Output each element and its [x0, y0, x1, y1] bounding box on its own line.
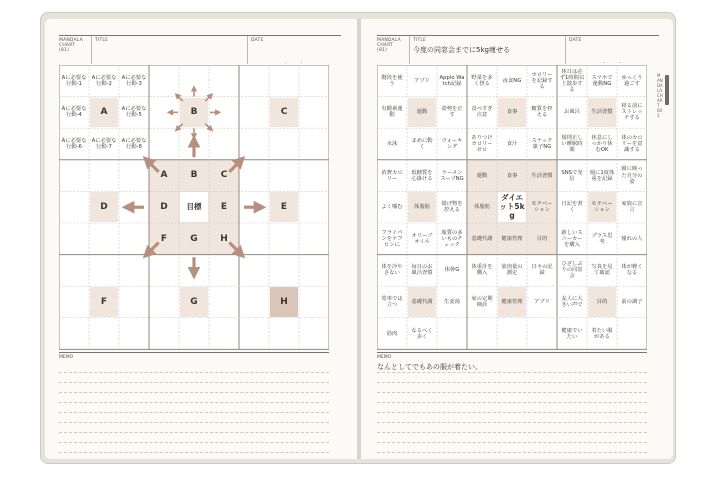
- grid-cell[interactable]: [240, 129, 268, 159]
- grid-cell[interactable]: Aに必要な行動-7: [91, 137, 117, 150]
- grid-cell[interactable]: 週に1度体重を記録: [589, 169, 615, 182]
- grid-cell[interactable]: 憧れの人: [621, 235, 643, 242]
- grid-cell[interactable]: [90, 319, 118, 349]
- grid-cell[interactable]: [528, 319, 556, 349]
- mandala-grid-left: [59, 65, 329, 350]
- memo-rule: [59, 432, 329, 433]
- grid-cell[interactable]: モチベーション: [531, 201, 553, 214]
- title-field[interactable]: 今度の同窓会までに5kg痩せる: [413, 46, 510, 54]
- grid-cell[interactable]: [210, 98, 238, 128]
- grid-cell[interactable]: C: [220, 170, 228, 181]
- grid-cell[interactable]: お風呂: [564, 109, 580, 116]
- grid-cell[interactable]: ラーメンスープNG: [440, 169, 464, 182]
- grid-cell[interactable]: ウォーキング: [441, 137, 463, 150]
- grid-cell[interactable]: 基礎代謝: [408, 287, 436, 317]
- memo-left: [59, 352, 329, 452]
- grid-cell[interactable]: 新しいスニーカーを購入: [561, 229, 583, 248]
- grid-cell[interactable]: [240, 256, 268, 286]
- title-caption: TITLE: [95, 38, 109, 43]
- grid-cell[interactable]: B: [180, 98, 208, 128]
- grid-cell[interactable]: まめに動く: [411, 137, 433, 150]
- memo-rule: [59, 442, 329, 443]
- grid-cell[interactable]: F: [90, 287, 118, 317]
- memo-rule: [377, 402, 647, 403]
- memo-rule: [377, 432, 647, 433]
- grid-cell[interactable]: 家族に宣言: [621, 201, 643, 214]
- grid-cell[interactable]: [300, 192, 328, 222]
- grid-cell[interactable]: [60, 161, 88, 191]
- memo-rule: [377, 442, 647, 443]
- grid-cell[interactable]: [468, 319, 496, 349]
- grid-cell[interactable]: 脂質の多いものチェック: [441, 229, 463, 248]
- grid-cell[interactable]: 食汁: [506, 140, 518, 147]
- grid-cell[interactable]: [60, 256, 88, 286]
- grid-cell[interactable]: 健康管理: [501, 235, 523, 242]
- grid-cell[interactable]: [438, 319, 466, 349]
- grid-cell[interactable]: A: [90, 98, 118, 128]
- grid-cell[interactable]: 消費カロリー: [381, 169, 403, 182]
- grid-cell[interactable]: 鏡に映った自分の姿: [621, 166, 643, 185]
- grid-cell[interactable]: D: [160, 202, 168, 213]
- grid-cell[interactable]: 水泳: [386, 140, 398, 147]
- grid-cell[interactable]: カロリーを記録する: [531, 71, 553, 90]
- grid-cell[interactable]: [300, 161, 328, 191]
- grid-cell[interactable]: 友人に大きい声で: [561, 295, 583, 308]
- grid-cell[interactable]: アプリ: [534, 298, 550, 305]
- grid-cell[interactable]: 健康管理: [498, 287, 526, 317]
- grid-cell[interactable]: 体を冷やさない: [381, 264, 403, 277]
- grid-cell[interactable]: D: [90, 192, 118, 222]
- memo-rule: [377, 372, 647, 373]
- memo-rule: [59, 372, 329, 373]
- grid-cell[interactable]: 野菜を多く摂る: [471, 74, 493, 87]
- grid-cell[interactable]: [300, 129, 328, 159]
- grid-cell[interactable]: H: [220, 233, 228, 244]
- grid-cell[interactable]: 前の調子: [621, 298, 643, 305]
- left-page: [45, 19, 357, 459]
- grid-cell[interactable]: 体重計を購入: [471, 264, 493, 277]
- grid-cell[interactable]: 生活習慣: [588, 98, 616, 128]
- grid-cell[interactable]: 基礎代謝: [471, 235, 493, 242]
- grid-cell[interactable]: フライパンをテフロンに: [381, 229, 403, 248]
- grid-cell[interactable]: SNSで発信: [561, 169, 583, 182]
- grid-cell[interactable]: [240, 192, 268, 222]
- grid-cell[interactable]: 筋肉量の測定: [501, 264, 523, 277]
- grid-cell[interactable]: [150, 287, 178, 317]
- memo-text[interactable]: なんとしてでもあの服が着たい。: [377, 363, 482, 371]
- grid-cell[interactable]: [240, 287, 268, 317]
- grid-cell[interactable]: [270, 224, 298, 254]
- memo-rule: [377, 452, 647, 453]
- grid-cell[interactable]: 低糖質を心掛ける: [411, 169, 433, 182]
- right-header: [377, 35, 659, 65]
- grid-cell[interactable]: 食事: [506, 172, 518, 179]
- grid-cell[interactable]: [300, 319, 328, 349]
- grid-cell[interactable]: [60, 319, 88, 349]
- grid-cell[interactable]: 体幹G: [444, 267, 460, 274]
- grid-cell[interactable]: 日記を書く: [561, 201, 583, 214]
- grid-cell[interactable]: [120, 224, 148, 254]
- grid-cell[interactable]: [60, 192, 88, 222]
- mandala-grid-right: [377, 65, 647, 350]
- grid-cell[interactable]: 食べすぎ注意: [471, 106, 493, 119]
- grid-cell[interactable]: Aに必要な行動-6: [61, 137, 87, 150]
- grid-cell[interactable]: [210, 256, 238, 286]
- grid-cell[interactable]: G: [190, 233, 198, 244]
- grid-cell[interactable]: 体脂肪: [408, 192, 436, 222]
- grid-cell[interactable]: Aに必要な行動-8: [121, 137, 147, 150]
- memo-right: [377, 352, 647, 452]
- grid-cell[interactable]: 寝る前にストレッチする: [621, 103, 643, 122]
- grid-cell[interactable]: A: [160, 170, 168, 181]
- memo-rule: [377, 412, 647, 413]
- grid-cell[interactable]: [120, 256, 148, 286]
- grid-cell[interactable]: スナック菓子NG: [531, 137, 553, 150]
- grid-cell[interactable]: C: [270, 98, 298, 128]
- grid-cell[interactable]: [240, 98, 268, 128]
- grid-cell[interactable]: [90, 256, 118, 286]
- grid-cell[interactable]: 糖質を控える: [531, 106, 553, 119]
- grid-cell[interactable]: [270, 161, 298, 191]
- grid-cell[interactable]: [300, 98, 328, 128]
- left-header: [59, 35, 341, 65]
- grid-cell[interactable]: アプリ: [414, 77, 430, 84]
- grid-cell[interactable]: 日々の記録: [531, 264, 553, 277]
- grid-cell[interactable]: [150, 66, 178, 96]
- grid-cell[interactable]: H: [270, 287, 298, 317]
- grid-cell[interactable]: 目標: [180, 192, 208, 222]
- grid-cell[interactable]: 休日は必ず1時間以上散歩する: [559, 68, 585, 93]
- grid-cell[interactable]: [270, 256, 298, 286]
- brand-label: MANDALA CHART (81): [377, 38, 401, 53]
- grid-cell[interactable]: [180, 129, 208, 159]
- grid-cell[interactable]: 夜食NG: [502, 77, 522, 84]
- grid-cell[interactable]: [180, 256, 208, 286]
- grid-cell[interactable]: 筋肉: [386, 330, 398, 337]
- grid-cell[interactable]: [150, 129, 178, 159]
- grid-cell[interactable]: [90, 224, 118, 254]
- memo-rule: [59, 382, 329, 383]
- grid-cell[interactable]: G: [180, 287, 208, 317]
- notebook-spread: [40, 12, 676, 464]
- grid-cell[interactable]: [120, 161, 148, 191]
- grid-cell[interactable]: ひざしぶりの同窓会: [561, 261, 583, 280]
- grid-cell[interactable]: よく噛む: [381, 204, 403, 211]
- grid-cell[interactable]: [150, 319, 178, 349]
- grid-cell[interactable]: 家の定期検診: [471, 295, 493, 308]
- grid-cell[interactable]: [210, 287, 238, 317]
- grid-cell[interactable]: 生姜湯: [444, 298, 460, 305]
- grid-cell[interactable]: 運動: [408, 98, 436, 128]
- grid-cell[interactable]: [60, 224, 88, 254]
- grid-cell[interactable]: E: [220, 202, 228, 213]
- grid-cell[interactable]: [300, 224, 328, 254]
- grid-cell[interactable]: [120, 192, 148, 222]
- grid-cell[interactable]: [120, 287, 148, 317]
- grid-cell[interactable]: [240, 224, 268, 254]
- grid-cell[interactable]: [120, 319, 148, 349]
- grid-cell[interactable]: 食事: [498, 98, 526, 128]
- grid-cell[interactable]: E: [270, 192, 298, 222]
- grid-cell[interactable]: [150, 256, 178, 286]
- grid-cell[interactable]: [240, 161, 268, 191]
- grid-cell[interactable]: [210, 129, 238, 159]
- grid-cell[interactable]: 健康でいたい: [561, 327, 583, 340]
- date-field[interactable]: . .: [603, 58, 627, 65]
- date-field[interactable]: . .: [285, 58, 309, 65]
- grid-cell[interactable]: [180, 319, 208, 349]
- memo-rule: [377, 392, 647, 393]
- grid-cell[interactable]: [270, 319, 298, 349]
- grid-cell[interactable]: Aに必要な行動-2: [91, 74, 117, 87]
- brand-label: MANDALA CHART (81): [59, 38, 83, 53]
- memo-rule: [377, 382, 647, 383]
- grid-cell[interactable]: 目的: [588, 287, 616, 317]
- grid-cell[interactable]: 生活習慣: [531, 172, 553, 179]
- grid-cell[interactable]: 写真を見て確認: [591, 264, 613, 277]
- grid-cell[interactable]: Aに必要な行動-1: [61, 74, 87, 87]
- grid-cell[interactable]: B: [190, 170, 198, 181]
- grid-cell[interactable]: 着たい服がある: [591, 327, 613, 340]
- grid-cell[interactable]: Apple Watch記録: [439, 74, 465, 87]
- grid-cell[interactable]: [240, 319, 268, 349]
- grid-cell[interactable]: [618, 319, 646, 349]
- grid-cell[interactable]: [270, 129, 298, 159]
- grid-cell[interactable]: オリーブオイル: [411, 232, 433, 245]
- grid-cell[interactable]: [90, 161, 118, 191]
- memo-rule: [59, 402, 329, 403]
- grid-cell[interactable]: スマホで運動NG: [591, 74, 613, 87]
- memo-rule: [59, 412, 329, 413]
- grid-cell[interactable]: [270, 66, 298, 96]
- grid-cell[interactable]: 規則正しい睡眠時間: [561, 134, 583, 154]
- grid-cell[interactable]: 毎日のお風呂習慣: [411, 264, 433, 277]
- grid-cell[interactable]: 運動: [476, 172, 488, 179]
- grid-cell[interactable]: [240, 66, 268, 96]
- grid-cell[interactable]: [300, 66, 328, 96]
- grid-cell[interactable]: 電車では立つ: [381, 295, 403, 308]
- grid-cell[interactable]: [498, 319, 526, 349]
- grid-cell[interactable]: モチベーション: [588, 192, 616, 222]
- grid-cell[interactable]: 休息にしっかり休むOK: [591, 134, 613, 154]
- page-tab[interactable]: [665, 75, 669, 105]
- grid-cell[interactable]: なるべく歩く: [411, 327, 433, 340]
- grid-cell[interactable]: 階段を使う: [381, 74, 403, 87]
- memo-rule: [377, 422, 647, 423]
- grid-cell[interactable]: 体脂肪: [474, 204, 490, 211]
- grid-cell[interactable]: Aに必要な行動-5: [121, 106, 147, 119]
- grid-cell[interactable]: [60, 287, 88, 317]
- grid-cell[interactable]: [210, 319, 238, 349]
- memo-caption: MEMO: [377, 355, 392, 360]
- title-caption: TITLE: [413, 38, 427, 43]
- grid-cell[interactable]: [210, 66, 238, 96]
- grid-cell[interactable]: 有酸素運動: [381, 106, 403, 119]
- memo-caption: MEMO: [59, 355, 74, 360]
- grid-cell[interactable]: 目的: [536, 235, 548, 242]
- grid-cell[interactable]: [180, 66, 208, 96]
- right-page: [361, 19, 673, 459]
- grid-cell[interactable]: F: [160, 233, 168, 244]
- grid-cell[interactable]: Aに必要な行動-3: [121, 74, 147, 87]
- memo-rule: [59, 422, 329, 423]
- grid-cell[interactable]: 姿勢を正す: [441, 106, 463, 119]
- date-caption: DATE: [569, 38, 582, 43]
- grid-cell[interactable]: プラス思考: [591, 232, 613, 245]
- side-label: MANDALA CHART 003: [657, 73, 663, 118]
- grid-cell[interactable]: 揚げ物を控える: [441, 201, 463, 214]
- memo-rule: [59, 392, 329, 393]
- grid-cell[interactable]: [300, 287, 328, 317]
- memo-rule: [59, 452, 329, 453]
- grid-cell[interactable]: [150, 98, 178, 128]
- grid-cell[interactable]: ありつけカロリーゼロ: [471, 134, 493, 154]
- grid-cell[interactable]: [300, 256, 328, 286]
- grid-cell[interactable]: Aに必要な行動-4: [61, 106, 87, 119]
- grid-cell[interactable]: 体のカロリーを意識する: [621, 134, 643, 154]
- grid-cell[interactable]: ゆっくり過ごす: [621, 74, 643, 87]
- grid-cell[interactable]: ダイエット5kg: [498, 192, 526, 222]
- date-caption: DATE: [251, 38, 264, 43]
- grid-cell[interactable]: 体が軽くなる: [621, 264, 643, 277]
